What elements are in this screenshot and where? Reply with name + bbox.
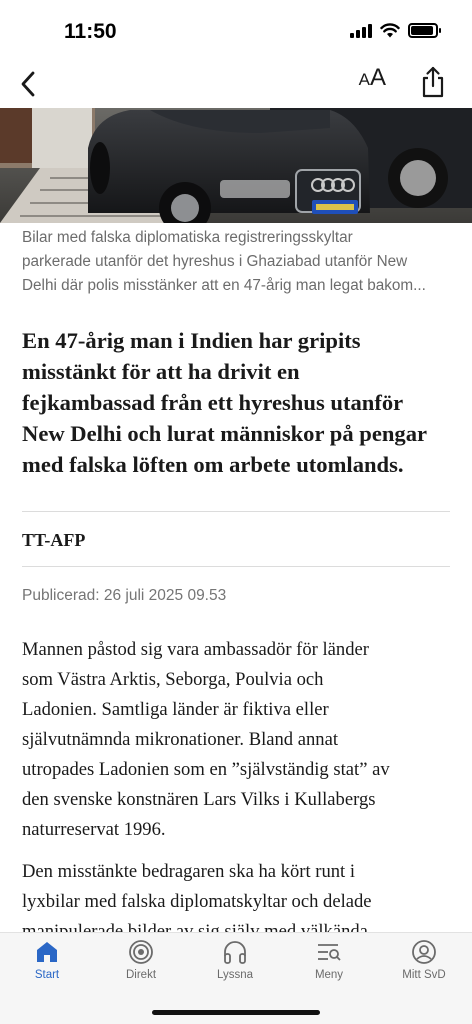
tab-label: Direkt	[125, 969, 157, 981]
back-button[interactable]	[10, 66, 46, 102]
caption-line: parkerade utanför det hyreshus i Ghaziabad utanför New	[22, 253, 408, 270]
menu-search-icon	[316, 939, 342, 965]
divider	[22, 566, 450, 567]
chevron-left-icon	[19, 70, 37, 98]
hero-photo	[0, 108, 472, 223]
paragraph-line: Den misstänkte bedragaren ska ha kört runt i	[22, 861, 356, 882]
text-size-large-label: A	[369, 64, 386, 91]
paragraph-line: självutnämnda mikronationer. Bland annat	[22, 729, 339, 750]
tab-mitt-svd[interactable]	[384, 939, 464, 981]
text-size-button[interactable]	[359, 64, 386, 100]
paragraph-line: Ladonien. Samtliga länder är fiktiva eller	[22, 699, 329, 720]
byline[interactable]: TT-AFP	[22, 530, 86, 550]
divider	[22, 511, 450, 512]
headphones-icon	[222, 939, 248, 965]
status-icons	[350, 22, 438, 38]
tab-label: Lyssna	[216, 969, 253, 981]
nav-bar	[0, 62, 472, 108]
live-icon	[128, 939, 154, 965]
tab-lyssna[interactable]	[195, 939, 275, 981]
home-indicator	[152, 1010, 320, 1015]
paragraph-line: lyxbilar med falska diplomatskyltar och delade	[22, 891, 372, 912]
paragraph-line: naturreservat 1996.	[22, 819, 166, 840]
tab-bar	[0, 932, 472, 1024]
paragraph-line: utropades Ladonien som en ”självständig stat” av	[22, 759, 390, 780]
battery-icon	[408, 23, 438, 38]
tab-start[interactable]	[7, 939, 87, 981]
lead-line: En 47-årig man i Indien har gripits	[22, 328, 361, 353]
article-paragraph	[22, 635, 454, 845]
profile-icon	[411, 939, 437, 965]
lead-line: fejkambassad från ett hyreshus utanför	[22, 390, 404, 415]
caption-line: Delhi där polis misstänker att en 47-årig man legat bakom...	[22, 277, 426, 294]
paragraph-line: den svenske konstnären Lars Vilks i Kullabergs	[22, 789, 376, 810]
lead-line: misstänkt för att ha drivit en	[22, 359, 300, 384]
image-caption	[22, 226, 452, 298]
text-size-small-label: A	[358, 70, 370, 89]
share-icon	[420, 66, 446, 98]
signal-icon	[350, 22, 372, 38]
caption-line: Bilar med falska diplomatiska registreringsskyltar	[22, 229, 353, 246]
lead-line: med falska löften om arbete utomlands.	[22, 452, 404, 477]
paragraph-line: Mannen påstod sig vara ambassadör för länder	[22, 639, 369, 660]
tab-direkt[interactable]	[101, 939, 181, 981]
article-hero-image[interactable]	[0, 108, 472, 223]
wifi-icon	[380, 23, 400, 38]
tab-meny[interactable]	[289, 939, 369, 981]
status-time: 11:50	[64, 20, 117, 43]
status-bar	[0, 0, 472, 62]
tab-label: Meny	[314, 969, 344, 981]
paragraph-line: som Västra Arktis, Seborga, Poulvia och	[22, 669, 324, 690]
share-button[interactable]	[418, 64, 448, 100]
published-date: Publicerad: 26 juli 2025 09.53	[22, 587, 227, 604]
tab-label: Mitt SvD	[402, 969, 446, 981]
home-icon	[34, 939, 60, 965]
lead-line: New Delhi och lurat människor på pengar	[22, 421, 428, 446]
article-lead	[22, 325, 454, 480]
tab-label: Start	[34, 969, 60, 981]
